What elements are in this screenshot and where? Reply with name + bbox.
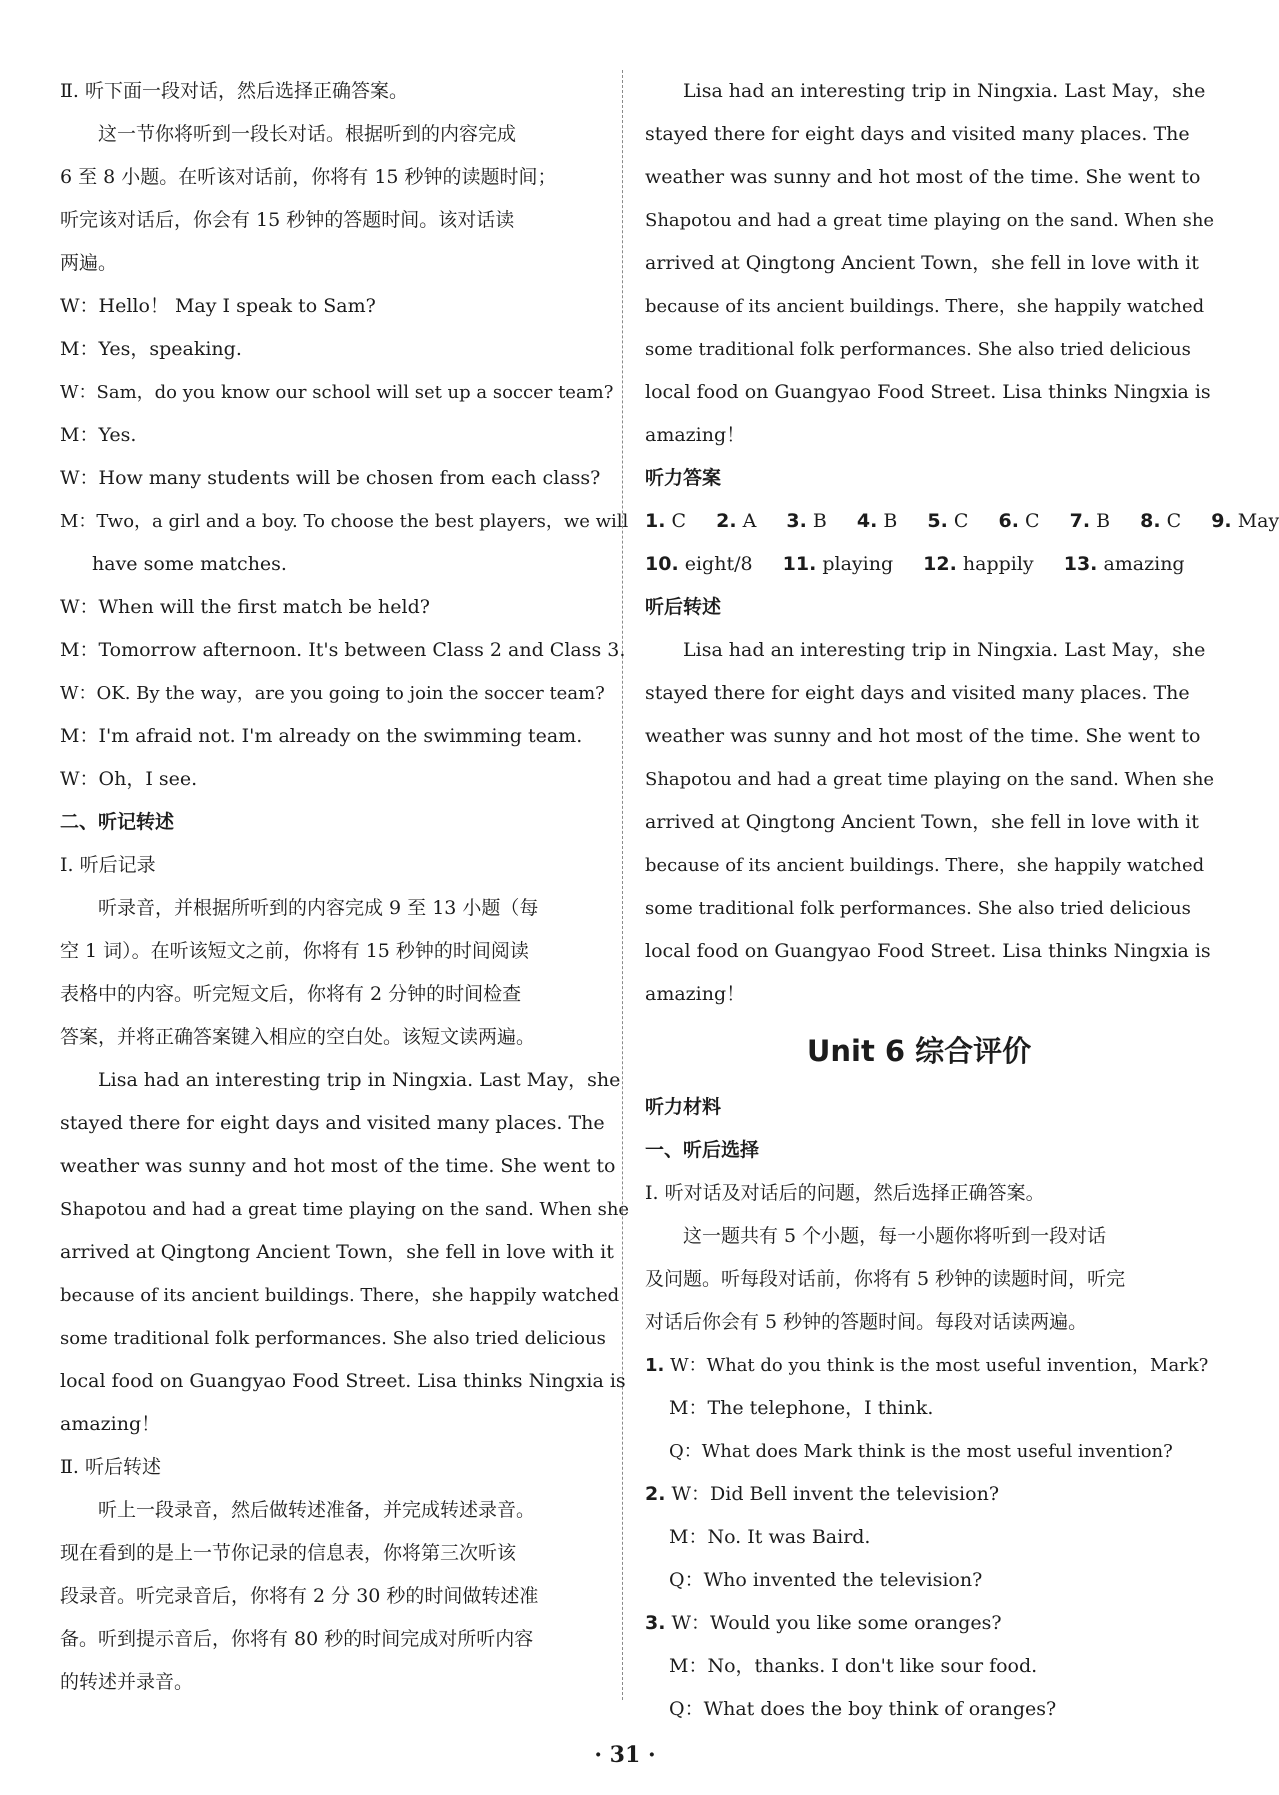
- passage-line: some traditional folk performances. She also tried delicious: [60, 1328, 606, 1349]
- answer-item: 10. eight/8: [645, 553, 753, 575]
- material-heading: 听力材料: [645, 1096, 722, 1118]
- passage-line: weather was sunny and hot most of the time. She went to: [60, 1155, 616, 1177]
- passage-line: because of its ancient buildings. There，she happily watched: [60, 1285, 620, 1306]
- left-column: [60, 70, 630, 1704]
- right-column: [645, 70, 1279, 1731]
- instruction-line: 这一节你将听到一段长对话。根据听到的内容完成: [98, 123, 517, 145]
- answer-item: 2. A: [716, 510, 757, 532]
- passage-line: arrived at Qingtong Ancient Town，she fell in love with it: [645, 252, 1199, 274]
- passage-line: local food on Guangyao Food Street. Lisa thinks Ningxia is: [645, 940, 1211, 962]
- retell-heading: 听后转述: [645, 596, 722, 618]
- passage-line: because of its ancient buildings. There，she happily watched: [645, 855, 1205, 876]
- answer-item: 4. B: [856, 510, 898, 532]
- instruction-line: 两遍。: [60, 252, 118, 274]
- instruction-line: 备。听到提示音后，你将有 80 秒的时间完成对所听内容: [60, 1628, 534, 1650]
- instruction-line: 答案，并将正确答案键入相应的空白处。该短文读两遍。: [60, 1026, 536, 1048]
- part2-retell-heading: Ⅱ. 听后转述: [60, 1456, 161, 1478]
- question-1-line: 1. W：What do you think is the most useful invention，Mark?: [645, 1355, 1209, 1376]
- passage-line: because of its ancient buildings. There，she happily watched: [645, 296, 1205, 317]
- passage-line: amazing！: [60, 1413, 161, 1435]
- question-3-line: M：No，thanks. I don't like sour food.: [669, 1655, 1038, 1677]
- dialogue-line: have some matches.: [92, 553, 287, 575]
- passage-line: arrived at Qingtong Ancient Town，she fell in love with it: [60, 1241, 614, 1263]
- question-2-line: 2. W：Did Bell invent the television?: [645, 1483, 999, 1505]
- instruction-line: 段录音。听完录音后，你将有 2 分 30 秒的时间做转述准: [60, 1585, 539, 1607]
- answers-row: [645, 500, 1279, 543]
- passage-line: some traditional folk performances. She also tried delicious: [645, 339, 1191, 360]
- question-2-line: M：No. It was Baird.: [669, 1526, 871, 1548]
- instruction-line: 表格中的内容。听完短文后，你将有 2 分钟的时间检查: [60, 983, 522, 1005]
- dialogue-line: W：When will the first match be held?: [60, 596, 430, 618]
- question-1-line: Q：What does Mark think is the most useful invention?: [669, 1441, 1173, 1462]
- passage-line: arrived at Qingtong Ancient Town，she fell in love with it: [645, 811, 1199, 833]
- dialogue-line: W：OK. By the way，are you going to join the soccer team?: [60, 683, 605, 704]
- passage-line: amazing！: [645, 424, 746, 446]
- passage-line: weather was sunny and hot most of the time. She went to: [645, 725, 1201, 747]
- instruction-line: 的转述并录音。: [60, 1671, 194, 1693]
- passage-line: Lisa had an interesting trip in Ningxia. Last May，she: [683, 639, 1206, 661]
- dialogue-line: W：Oh，I see.: [60, 768, 198, 790]
- instruction-line: 及问题。听每段对话前，你将有 5 秒钟的读题时间，听完: [645, 1268, 1126, 1290]
- part1-heading: Ⅰ. 听后记录: [60, 854, 156, 876]
- passage-line: local food on Guangyao Food Street. Lisa thinks Ningxia is: [645, 381, 1211, 403]
- passage-line: Shapotou and had a great time playing on the sand. When she: [645, 769, 1215, 790]
- answer-item: 11. playing: [782, 553, 894, 575]
- instruction-line: 听录音，并根据所听到的内容完成 9 至 13 小题（每: [98, 897, 539, 919]
- answer-item: 5. C: [927, 510, 969, 532]
- passage-line: stayed there for eight days and visited many places. The: [60, 1112, 605, 1134]
- answer-item: 1. C: [645, 510, 687, 532]
- passage-line: stayed there for eight days and visited many places. The: [645, 682, 1190, 704]
- passage-line: local food on Guangyao Food Street. Lisa thinks Ningxia is: [60, 1370, 626, 1392]
- section2-heading: 二、听记转述: [60, 811, 175, 833]
- dialogue-line: W：How many students will be chosen from each class?: [60, 467, 601, 489]
- instruction-line: 现在看到的是上一节你记录的信息表，你将第三次听该: [60, 1542, 517, 1564]
- answer-item: 6. C: [998, 510, 1040, 532]
- instruction-line: 空 1 词）。在听该短文之前，你将有 15 秒钟的时间阅读: [60, 940, 529, 962]
- passage-line: some traditional folk performances. She also tried delicious: [645, 898, 1191, 919]
- answer-item: 13. amazing: [1063, 553, 1185, 575]
- dialogue-line: M：Yes.: [60, 424, 137, 446]
- dialogue-line: W：Hello！ May I speak to Sam?: [60, 295, 376, 317]
- page-number: · 31 ·: [594, 1742, 656, 1768]
- question-3-line: 3. W：Would you like some oranges?: [645, 1612, 1002, 1634]
- column-divider: [622, 70, 623, 1700]
- passage-line: Shapotou and had a great time playing on the sand. When she: [645, 210, 1215, 231]
- dialogue-line: M：Yes，speaking.: [60, 338, 242, 360]
- instruction-line: 这一题共有 5 个小题，每一小题你将听到一段对话: [683, 1225, 1107, 1247]
- question-2-line: Q：Who invented the television?: [669, 1569, 983, 1591]
- passage-line: weather was sunny and hot most of the time. She went to: [645, 166, 1201, 188]
- instruction-line: 对话后你会有 5 秒钟的答题时间。每段对话读两遍。: [645, 1311, 1088, 1333]
- dialogue-line: M：Two，a girl and a boy. To choose the best players，we will: [60, 511, 629, 532]
- passage-line: Lisa had an interesting trip in Ningxia. Last May，she: [98, 1069, 621, 1091]
- passage-line: stayed there for eight days and visited many places. The: [645, 123, 1190, 145]
- part2-heading: Ⅱ. 听下面一段对话，然后选择正确答案。: [60, 80, 408, 102]
- answers-heading: 听力答案: [645, 467, 722, 489]
- instruction-line: 听完该对话后，你会有 15 秒钟的答题时间。该对话读: [60, 209, 515, 231]
- dialogue-line: M：Tomorrow afternoon. It's between Class 2 and Class 3.: [60, 639, 626, 661]
- passage-line: Shapotou and had a great time playing on the sand. When she: [60, 1199, 630, 1220]
- section1-heading: 一、听后选择: [645, 1139, 760, 1161]
- passage-line: Lisa had an interesting trip in Ningxia. Last May，she: [683, 80, 1206, 102]
- answers-row: [645, 543, 1193, 586]
- answer-item: 7. B: [1069, 510, 1111, 532]
- instruction-line: 听上一段录音，然后做转述准备，并完成转述录音。: [98, 1499, 536, 1521]
- dialogue-line: W：Sam，do you know our school will set up a soccer team?: [60, 382, 614, 403]
- dialogue-line: M：I'm afraid not. I'm already on the swimming team.: [60, 725, 583, 747]
- answer-item: 12. happily: [923, 553, 1034, 575]
- unit-title: Unit 6 综合评价: [806, 1034, 1032, 1068]
- answer-item: 8. C: [1140, 510, 1182, 532]
- question-3-line: Q：What does the boy think of oranges?: [669, 1698, 1057, 1720]
- answer-item: 3. B: [786, 510, 827, 532]
- instruction-line: 6 至 8 小题。在听该对话前，你将有 15 秒钟的读题时间；: [60, 166, 557, 188]
- passage-line: amazing！: [645, 983, 746, 1005]
- question-1-line: M：The telephone，I think.: [669, 1397, 934, 1419]
- answer-item: 9. May: [1211, 510, 1279, 532]
- part1-heading: Ⅰ. 听对话及对话后的问题，然后选择正确答案。: [645, 1182, 1045, 1204]
